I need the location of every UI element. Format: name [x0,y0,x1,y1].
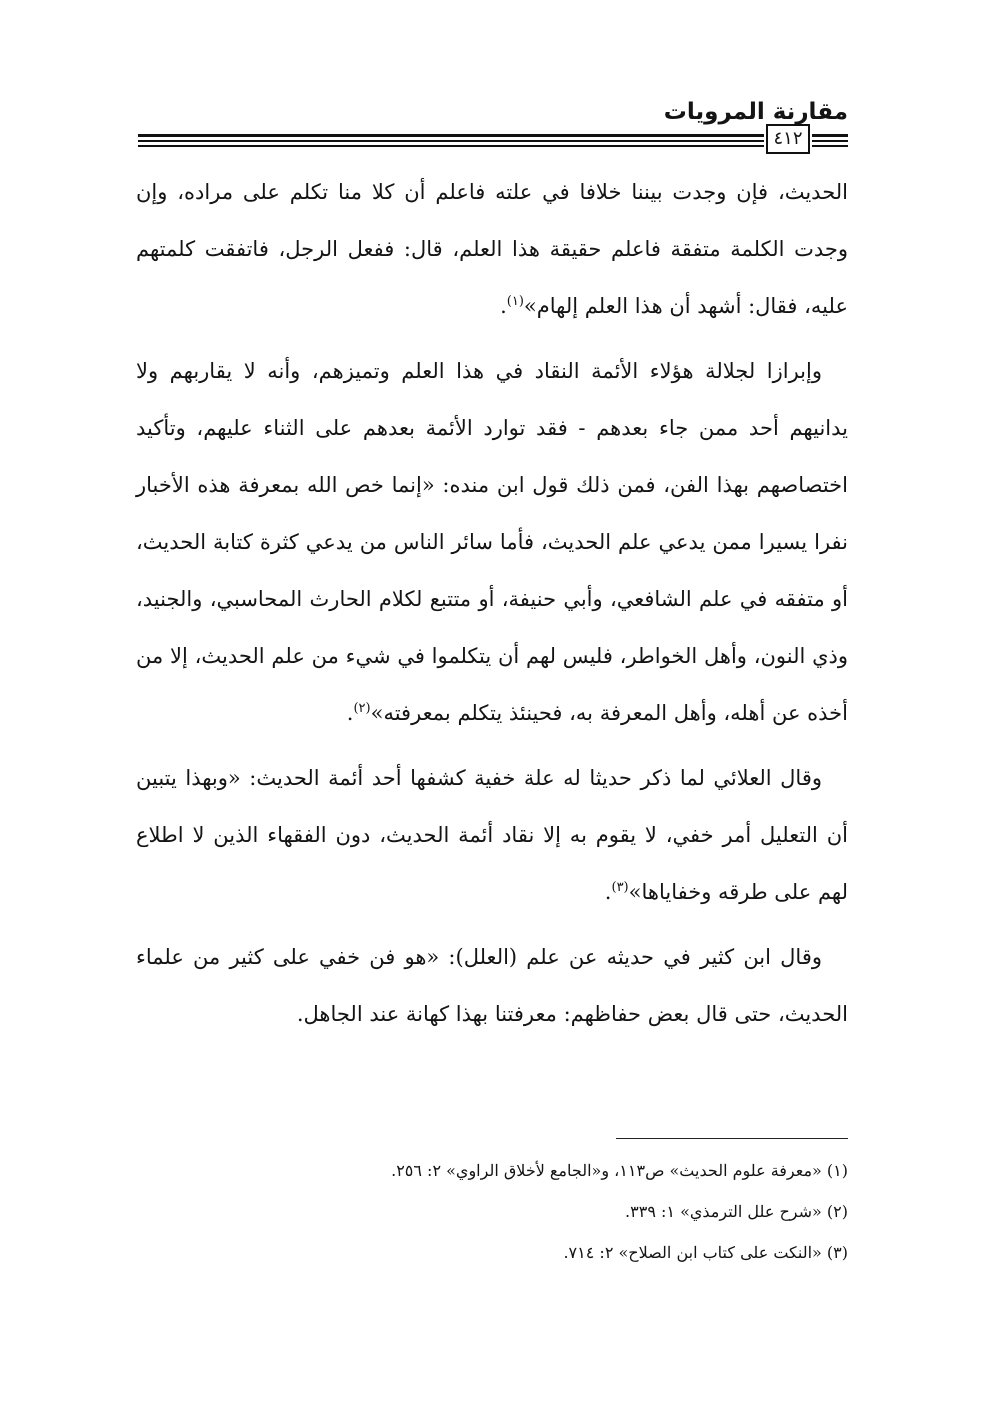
footnote-reference[interactable]: (٢) [353,701,371,716]
header-rule [138,140,764,142]
footnote: (٣) «النكت على كتاب ابن الصلاح» ٢: ٧١٤. [563,1243,848,1262]
header-rule [812,134,848,137]
paragraph: وإبرازا لجلالة هؤلاء الأئمة النقاد في هذا العلم وتميزهم، وأنه لا يقاربهم ولا يدانيهم أحد ممن جاء بعدهم - فقد توارد الأئمة بعدهم على الثناء عليهم، وتأكيد اختصاصهم بهذا الفن، فمن ذلك قول ابن منده: «إنما خص الله بمعرفة هذه الأخبار نفرا يسيرا ممن يدعي علم الحديث، فأما سائر الناس من يدعي كثرة كتابة الحديث، أو متفقه في علم الشافعي، وأبي حنيفة، أو متتبع لكلام الحارث المحاسبي، والجنيد، وذي النون، وأهل الخواطر، فليس لهم أن يتكلموا في شيء من علم الحديث، إلا من أخذه عن أهله، وأهل المعرفة به، فحينئذ يتكلم بمعرفته»$^{(٢)}$. [136,359,848,725]
footnotes [136,1150,848,1273]
footnote-separator [616,1138,848,1139]
page-number: ٤١٢ [766,124,810,154]
header-rule [812,140,848,142]
footnote-reference[interactable]: (٣) [611,880,629,895]
paragraph-text: وإبرازا لجلالة هؤلاء الأئمة النقاد في هذا العلم وتميزهم، وأنه لا يقاربهم ولا يدانيهم أحد ممن جاء بعدهم - فقد توارد الأئمة بعدهم على الثناء عليهم، وتأكيد اختصاصهم بهذا الفن، فمن ذلك قول ابن منده: «إنما خص الله بمعرفة هذه الأخبار نفرا يسيرا ممن يدعي علم الحديث، فأما سائر الناس من يدعي كثرة كتابة الحديث، أو متفقه في علم الشافعي، وأبي حنيفة، أو متتبع لكلام الحارث المحاسبي، والجنيد، وذي النون، وأهل الخواطر، فليس لهم أن يتكلموا في شيء من علم الحديث، إلا من أخذه عن أهله، وأهل المعرفة به، فحينئذ يتكلم بمعرفته» [136,359,848,725]
paragraph-text: وقال ابن كثير في حديثه عن علم (العلل): «هو فن خفي على كثير من علماء الحديث، حتى قال بعض حفاظهم: معرفتنا بهذا كهانة عند الجاهل. [136,945,848,1026]
footnote-reference[interactable]: (١) [506,294,524,309]
footnote: (١) «معرفة علوم الحديث» ص١١٣، و«الجامع لأخلاق الراوي» ٢: ٢٥٦. [391,1161,848,1180]
paragraph-text: وقال العلائي لما ذكر حديثا له علة خفية كشفها أحد أئمة الحديث: «وبهذا يتبين أن التعليل أمر خفي، لا يقوم به إلا نقاد أئمة الحديث، دون الفقهاء الذين لا اطلاع لهم على طرقه وخفاياها» [136,766,848,904]
paragraph [136,929,848,1043]
header-rule [138,134,764,137]
paragraph: وقال العلائي لما ذكر حديثا له علة خفية كشفها أحد أئمة الحديث: «وبهذا يتبين أن التعليل أمر خفي، لا يقوم به إلا نقاد أئمة الحديث، دون الفقهاء الذين لا اطلاع لهم على طرقه وخفاياها»$^{(٣)}$. [136,766,848,904]
running-header-title: مقارنة المرويات [663,99,848,125]
header-rule [138,145,764,147]
main-text [136,164,848,1043]
header-rule [812,145,848,147]
paragraph-text: الحديث، فإن وجدت بيننا خلافا في علته فاعلم أن كلا منا تكلم على مراده، وإن وجدت الكلمة متفقة فاعلم حقيقة هذا العلم، قال: ففعل الرجل، فاتفقت كلمتهم عليه، فقال: أشهد أن هذا العلم إلهام» [136,180,848,318]
paragraph: الحديث، فإن وجدت بيننا خلافا في علته فاعلم أن كلا منا تكلم على مراده، وإن وجدت الكلمة متفقة فاعلم حقيقة هذا العلم، قال: ففعل الرجل، فاتفقت كلمتهم عليه، فقال: أشهد أن هذا العلم إلهام»$^{(١)}$. [136,180,848,318]
footnote: (٢) «شرح علل الترمذي» ١: ٣٣٩. [625,1202,848,1221]
